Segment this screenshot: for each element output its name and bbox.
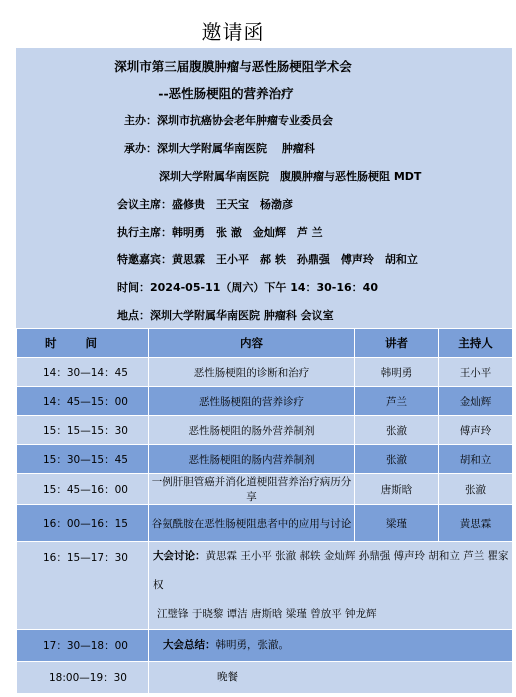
row-host: 胡和立 bbox=[439, 445, 513, 474]
invitation-title: 邀请函 bbox=[201, 20, 265, 44]
dinner-time: 18:00—19：30 bbox=[17, 662, 149, 694]
row-host: 黄思霖 bbox=[439, 505, 513, 542]
row-content: 谷氨酰胺在恶性肠梗阻患者中的应用与讨论 bbox=[149, 505, 355, 542]
schedule-header-row bbox=[17, 329, 513, 358]
row-time: 14：30—14：45 bbox=[17, 358, 149, 387]
discussion-names-2: 江璧锋 于晓黎 谭洁 唐斯晗 梁瑾 曾放平 钟龙辉 bbox=[157, 608, 377, 620]
row-time: 15：15—15：30 bbox=[17, 416, 149, 445]
row-content: 恶性肠梗阻的肠外营养制剂 bbox=[149, 416, 355, 445]
row-time: 14：45—15：00 bbox=[17, 387, 149, 416]
row-content: 恶性肠梗阻的诊断和治疗 bbox=[149, 358, 355, 387]
row-content: 一例肝胆管癌并消化道梗阻营养治疗病历分享 bbox=[149, 474, 355, 505]
row-speaker: 唐斯晗 bbox=[355, 474, 439, 505]
row-time: 15：30—15：45 bbox=[17, 445, 149, 474]
dinner-row bbox=[17, 662, 513, 694]
organizer-line: 主办：深圳市抗癌协会老年肿瘤专业委员会 bbox=[124, 114, 333, 127]
table-row bbox=[17, 387, 513, 416]
table-row bbox=[17, 505, 513, 542]
guests-line: 特邀嘉宾：黄思霖 王小平 郝 轶 孙鼎强 傅声玲 胡和立 bbox=[117, 253, 418, 266]
location-line: 地点：深圳大学附属华南医院 肿瘤科 会议室 bbox=[117, 309, 334, 322]
summary-label: 大会总结： bbox=[163, 639, 216, 651]
row-speaker: 韩明勇 bbox=[355, 358, 439, 387]
row-host: 王小平 bbox=[439, 358, 513, 387]
row-time: 16：00—16：15 bbox=[17, 505, 149, 542]
chairs-line: 会议主席：盛修贵 王天宝 杨渤彦 bbox=[117, 198, 293, 211]
conference-info-panel bbox=[16, 48, 512, 328]
conference-subtitle: --恶性肠梗阻的营养治疗 bbox=[158, 86, 294, 101]
row-speaker: 张澈 bbox=[355, 445, 439, 474]
table-row bbox=[17, 445, 513, 474]
discussion-content bbox=[149, 542, 513, 630]
table-row bbox=[17, 474, 513, 505]
dinner-label: 晚餐 bbox=[149, 662, 513, 694]
row-host: 傅声玲 bbox=[439, 416, 513, 445]
discussion-time: 16：15—17：30 bbox=[17, 542, 149, 630]
summary-content bbox=[149, 630, 513, 662]
column-header-host: 主持人 bbox=[439, 329, 513, 358]
host-line-2: 深圳大学附属华南医院 腹膜肿瘤与恶性肠梗阻 MDT bbox=[159, 170, 422, 183]
row-time: 15：45—16：00 bbox=[17, 474, 149, 505]
column-header-content: 内容 bbox=[149, 329, 355, 358]
table-row bbox=[17, 416, 513, 445]
host-line-1: 承办：深圳大学附属华南医院 肿瘤科 bbox=[124, 142, 315, 155]
column-header-speaker: 讲者 bbox=[355, 329, 439, 358]
row-content: 恶性肠梗阻的肠内营养制剂 bbox=[149, 445, 355, 474]
discussion-names-1: 黄思霖 王小平 张澈 郝轶 金灿辉 孙鼎强 傅声玲 胡和立 芦兰 瞿家权 bbox=[153, 550, 509, 591]
schedule-table bbox=[16, 328, 513, 694]
discussion-row bbox=[17, 542, 513, 630]
column-header-time: 时 间 bbox=[17, 329, 149, 358]
row-host: 金灿辉 bbox=[439, 387, 513, 416]
summary-time: 17：30—18：00 bbox=[17, 630, 149, 662]
summary-names: 韩明勇，张澈。 bbox=[215, 639, 289, 651]
conference-title: 深圳市第三届腹膜肿瘤与恶性肠梗阻学术会 bbox=[114, 59, 352, 74]
row-content: 恶性肠梗阻的营养诊疗 bbox=[149, 387, 355, 416]
exec-chairs-line: 执行主席：韩明勇 张 澈 金灿辉 芦 兰 bbox=[117, 226, 323, 239]
time-line: 时间：2024-05-11（周六）下午 14：30-16：40 bbox=[117, 281, 378, 294]
row-host: 张澈 bbox=[439, 474, 513, 505]
row-speaker: 梁瑾 bbox=[355, 505, 439, 542]
summary-row bbox=[17, 630, 513, 662]
discussion-label: 大会讨论： bbox=[153, 550, 206, 562]
row-speaker: 芦兰 bbox=[355, 387, 439, 416]
row-speaker: 张澈 bbox=[355, 416, 439, 445]
table-row bbox=[17, 358, 513, 387]
